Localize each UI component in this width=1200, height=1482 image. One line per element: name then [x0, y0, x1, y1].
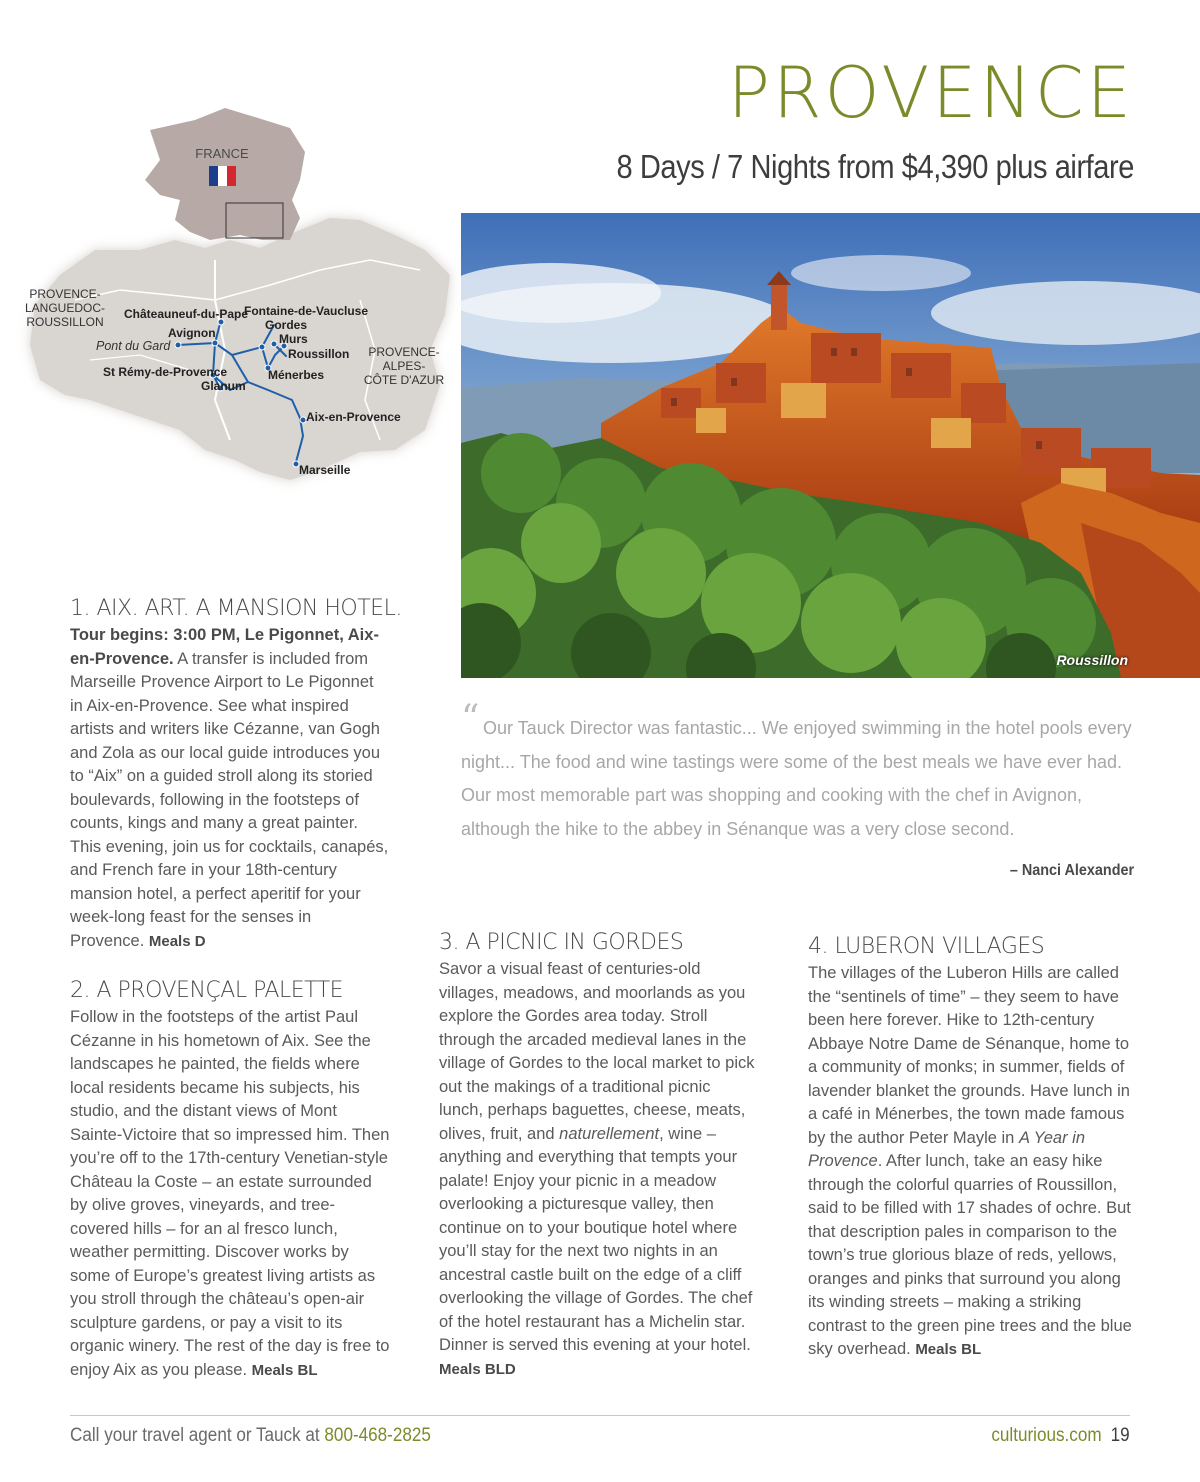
- website-link[interactable]: culturious.com: [991, 1425, 1102, 1446]
- page-subtitle: 8 Days / 7 Nights from $4,390 plus airfare: [616, 148, 1134, 185]
- section-text: Savor a visual feast of centuries-old villages, meadows, and moorlands as you explore the Gordes area today. Stroll through the arcaded medieval lanes in the village of Gordes to the local market to pick out the makings of a traditional picnic lunch, perhaps baguettes, cheese, meats, olives, fruit, and: [439, 960, 755, 1143]
- section-text: . After lunch, take an easy hike through the colorful quarries of Roussillon, said to be filled with 17 shades of ochre. But that description pales in comparison to the town’s true glorious blaze of reds, yellows, oranges and pinks that surround you along its winding streets – making a striking contrast to the green pine trees and the blue sky overhead.: [808, 1152, 1132, 1358]
- route-map: [0, 100, 460, 560]
- day-section-3: [439, 928, 759, 1381]
- section-italic: naturellement: [559, 1124, 660, 1143]
- meals-label: Meals BLD: [439, 1360, 516, 1378]
- section-body: [70, 624, 390, 953]
- day-section-2: [70, 976, 390, 1382]
- label-glanum: Glanum: [201, 379, 246, 393]
- quote-author: – Nanci Alexander: [1009, 862, 1134, 879]
- label-chateauneuf: Châteauneuf-du-Pape: [124, 307, 249, 321]
- region-west-line3: ROUSSILLON: [26, 315, 104, 329]
- footer-contact: [70, 1425, 431, 1447]
- section-text: A transfer is included from Marseille Provence Airport to Le Pigonnet in Aix-en-Provence. See what inspired artists and writers like Cézanne, van Gogh and Zola as our local guide introduces you to “Aix” on a guided stroll along its storied boulevards, following in the footsteps of counts, kings and many a great painter. This evening, join us for cocktails, canapés, and French fare in your 18th-century mansion hotel, a perfect aperitif for your week-long feast for the senses in Provence.: [70, 649, 389, 950]
- footer-divider: [70, 1415, 1130, 1416]
- region-east-line1: PROVENCE-: [368, 345, 440, 359]
- region-west-line1: PROVENCE-: [29, 287, 101, 301]
- label-aix: Aix-en-Provence: [306, 410, 401, 424]
- page-title: PROVENCE: [727, 52, 1134, 134]
- label-fontaine: Fontaine-de-Vaucluse: [244, 304, 369, 318]
- day-section-1: [70, 594, 402, 953]
- section-lead: Tour begins: 3:00 PM, Le Pigonnet, Aix-en-Provence.: [70, 626, 379, 668]
- country-label: FRANCE: [195, 146, 249, 161]
- phone-number[interactable]: 800-468-2825: [324, 1425, 431, 1446]
- section-heading: 4. LUBERON VILLAGES: [808, 934, 1045, 959]
- meals-label: Meals BL: [251, 1361, 318, 1379]
- section-text: The villages of the Luberon Hills are called the “sentinels of time” – they seem to have been here forever. Hike to 12th-century Abbaye Notre Dame de Sénanque, home to a community of monks; in summer, fields of lavender blanket the grounds. Have lunch in a café in Ménerbes, the town made famous by the author Peter Mayle in: [808, 964, 1130, 1147]
- label-roussillon: Roussillon: [288, 347, 350, 361]
- section-body: [808, 962, 1138, 1362]
- section-body: [70, 1006, 390, 1382]
- quote-mark-icon: “: [461, 698, 480, 739]
- label-st-remy: St Rémy-de-Provence: [103, 365, 228, 379]
- section-body: [439, 958, 759, 1381]
- photo-caption: Roussillon: [1056, 652, 1128, 668]
- label-menerbes: Ménerbes: [268, 368, 325, 382]
- region-west-line2: LANGUEDOC-: [24, 301, 106, 315]
- quote-text: Our Tauck Director was fantastic... We enjoyed swimming in the hotel pools every night... The food and wine tastings were some of the best meals we have ever had. Our most memorable part was shopping and cooking with the chef in Avignon, although the hike to the abbey in Sénanque was a very close second.: [461, 718, 1132, 839]
- section-heading: 1. AIX. ART. A MANSION HOTEL.: [70, 596, 402, 621]
- section-heading: 3. A PICNIC IN GORDES: [439, 930, 684, 955]
- roussillon-photo: [461, 213, 1200, 678]
- label-pont-du-gard: Pont du Gard: [96, 339, 171, 353]
- section-text: Follow in the footsteps of the artist Paul Cézanne in his hometown of Aix. See the landscapes he painted, the fields where local residents became his subjects, his studio, and the distant views of Mont Sainte-Victoire that so impressed him. Then you’re off to the 17th-century Venetian-style Château la Coste – an estate surrounded by olive groves, vineyards, and tree-covered hills – for an al fresco lunch, weather permitting. Discover works by some of Europe’s greatest living artists as you stroll through the château’s open-air sculpture gardens, or pay a visit to its organic winery. The rest of the day is free to enjoy Aix as you please.: [70, 1008, 390, 1379]
- region-east-line2: ALPES-: [382, 359, 426, 373]
- section-text: , wine – anything and everything that tempts your palate! Enjoy your picnic in a meadow overlooking a picturesque valley, then continue on to your boutique hotel where you’ll stay for the next two nights in an ancestral castle built on the edge of a cliff overlooking the village of Gordes. The chef of the hotel restaurant has a Michelin star. Dinner is served this evening at your hotel.: [439, 1124, 753, 1354]
- day-section-4: [808, 932, 1138, 1362]
- footer-site: [992, 1425, 1130, 1447]
- page-number: 19: [1110, 1425, 1130, 1446]
- label-gordes: Gordes: [265, 318, 308, 332]
- footer-prefix: Call your travel agent or Tauck at: [70, 1425, 325, 1446]
- label-murs: Murs: [279, 332, 308, 346]
- section-italic: A Year in Provence: [808, 1128, 1086, 1170]
- meals-label: Meals BL: [915, 1341, 982, 1358]
- label-avignon: Avignon: [168, 326, 216, 340]
- testimonial-quote: [461, 698, 1141, 846]
- meals-label: Meals D: [148, 932, 206, 950]
- region-east-line3: CÔTE D'AZUR: [363, 373, 445, 387]
- section-heading: 2. A PROVENÇAL PALETTE: [70, 978, 344, 1003]
- label-marseille: Marseille: [299, 463, 351, 477]
